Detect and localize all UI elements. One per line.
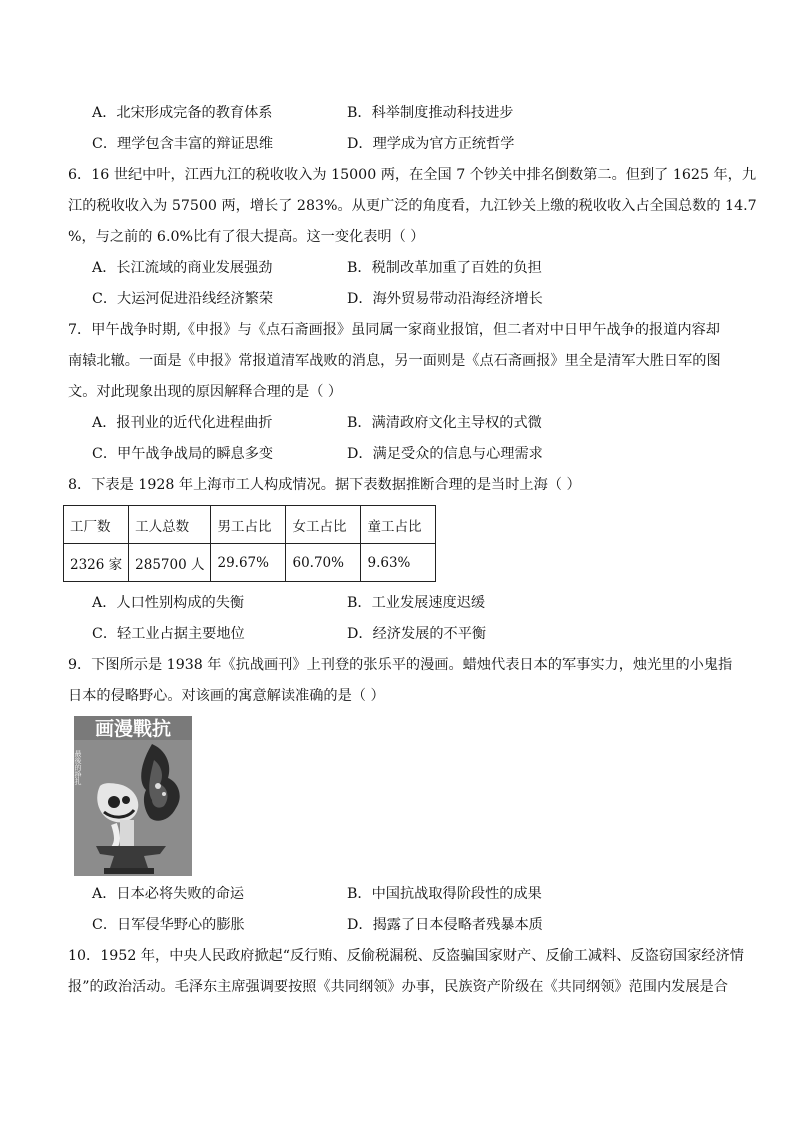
- q5-option-b: B．科举制度推动科技进步: [347, 105, 514, 121]
- q9-stem-line-2: 日本的侵略野心。对该画的寓意解读准确的是（ ）: [68, 688, 385, 704]
- table-header-cell: 工人总数: [129, 506, 211, 544]
- table-cell: 60.70%: [286, 544, 361, 582]
- q6-option-c: C．大运河促进沿线经济繁荣: [92, 291, 274, 307]
- cartoon-illustration: [74, 716, 192, 876]
- q9-option-a: A．日本必将失败的命运: [92, 886, 245, 902]
- q10-stem-line-1: 10．1952 年，中央人民政府掀起“反行贿、反偷税漏税、反盗骗国家财产、反偷工减料、反盗窃国家经济情: [68, 948, 744, 964]
- table-row: [64, 544, 436, 582]
- anti-war-cartoon-image: [74, 716, 192, 876]
- table-header-row: [64, 506, 436, 544]
- q9-stem-line-1: 9．下图所示是 1938 年《抗战画刊》上刊登的张乐平的漫画。蜡烛代表日本的军事实力，烛光里的小鬼指: [68, 657, 733, 673]
- table-cell: 29.67%: [211, 544, 286, 582]
- cartoon-title: 画漫戰抗: [94, 718, 172, 740]
- table-header-cell: 工厂数: [64, 506, 129, 544]
- q6-stem-line-3: %，与之前的 6.0%比有了很大提高。这一变化表明（ ）: [68, 229, 425, 245]
- q8-option-c: C．轻工业占据主要地位: [92, 626, 245, 642]
- q5-option-d: D．理学成为官方正统哲学: [347, 136, 515, 152]
- q10-stem-line-2: 报”的政治活动。毛泽东主席强调要按照《共同纲领》办事，民族资产阶级在《共同纲领》范围内发展是合: [68, 979, 728, 995]
- q7-option-d: D．满足受众的信息与心理需求: [347, 446, 543, 462]
- q9-option-c: C．日军侵华野心的膨胀: [92, 917, 245, 933]
- q7-option-b: B．满清政府文化主导权的式微: [347, 415, 542, 431]
- q5-option-a: A．北宋形成完备的教育体系: [92, 105, 273, 121]
- q9-option-d: D．揭露了日本侵略者残暴本质: [347, 917, 543, 933]
- q7-option-a: A．报刊业的近代化进程曲折: [92, 415, 273, 431]
- q6-option-a: A．长江流域的商业发展强劲: [92, 260, 273, 276]
- q8-option-b: B．工业发展速度迟缓: [347, 595, 486, 611]
- q6-option-b: B．税制改革加重了百姓的负担: [347, 260, 542, 276]
- q8-option-a: A．人口性别构成的失衡: [92, 595, 245, 611]
- q6-stem-line-2: 江的税收收入为 57500 两，增长了 283%。从更广泛的角度看，九江钞关上缴的税收收入占全国总数的 14.7: [68, 198, 757, 214]
- table-cell: 285700 人: [129, 544, 211, 582]
- q8-stem-line-1: 8．下表是 1928 年上海市工人构成情况。据下表数据推断合理的是当时上海（ ）: [68, 477, 581, 493]
- table-header-cell: 女工占比: [286, 506, 361, 544]
- q7-stem-line-3: 文。对此现象出现的原因解释合理的是（ ）: [68, 384, 343, 400]
- table-header-cell: 童工占比: [361, 506, 436, 544]
- table-cell: 2326 家: [64, 544, 129, 582]
- q7-stem-line-1: 7．甲午战争时期,《申报》与《点石斋画报》虽同属一家商业报馆，但二者对中日甲午战争的报道内容却: [68, 322, 720, 338]
- worker-composition-table: [63, 505, 436, 582]
- table-header-cell: 男工占比: [211, 506, 286, 544]
- q5-option-c: C．理学包含丰富的辩证思维: [92, 136, 274, 152]
- q9-option-b: B．中国抗战取得阶段性的成果: [347, 886, 542, 902]
- q6-stem-line-1: 6．16 世纪中叶，江西九江的税收收入为 15000 两，在全国 7 个钞关中排名倒数第二。但到了 1625 年，九: [68, 167, 757, 183]
- q6-option-d: D．海外贸易带动沿海经济增长: [347, 291, 543, 307]
- cartoon-caption: 最後的挣扎: [74, 750, 82, 785]
- q7-option-c: C．甲午战争战局的瞬息多变: [92, 446, 274, 462]
- q8-option-d: D．经济发展的不平衡: [347, 626, 487, 642]
- q7-stem-line-2: 南辕北辙。一面是《申报》常报道清军战败的消息，另一面则是《点石斋画报》里全是清军大胜日军的图: [68, 353, 721, 369]
- table-cell: 9.63%: [361, 544, 436, 582]
